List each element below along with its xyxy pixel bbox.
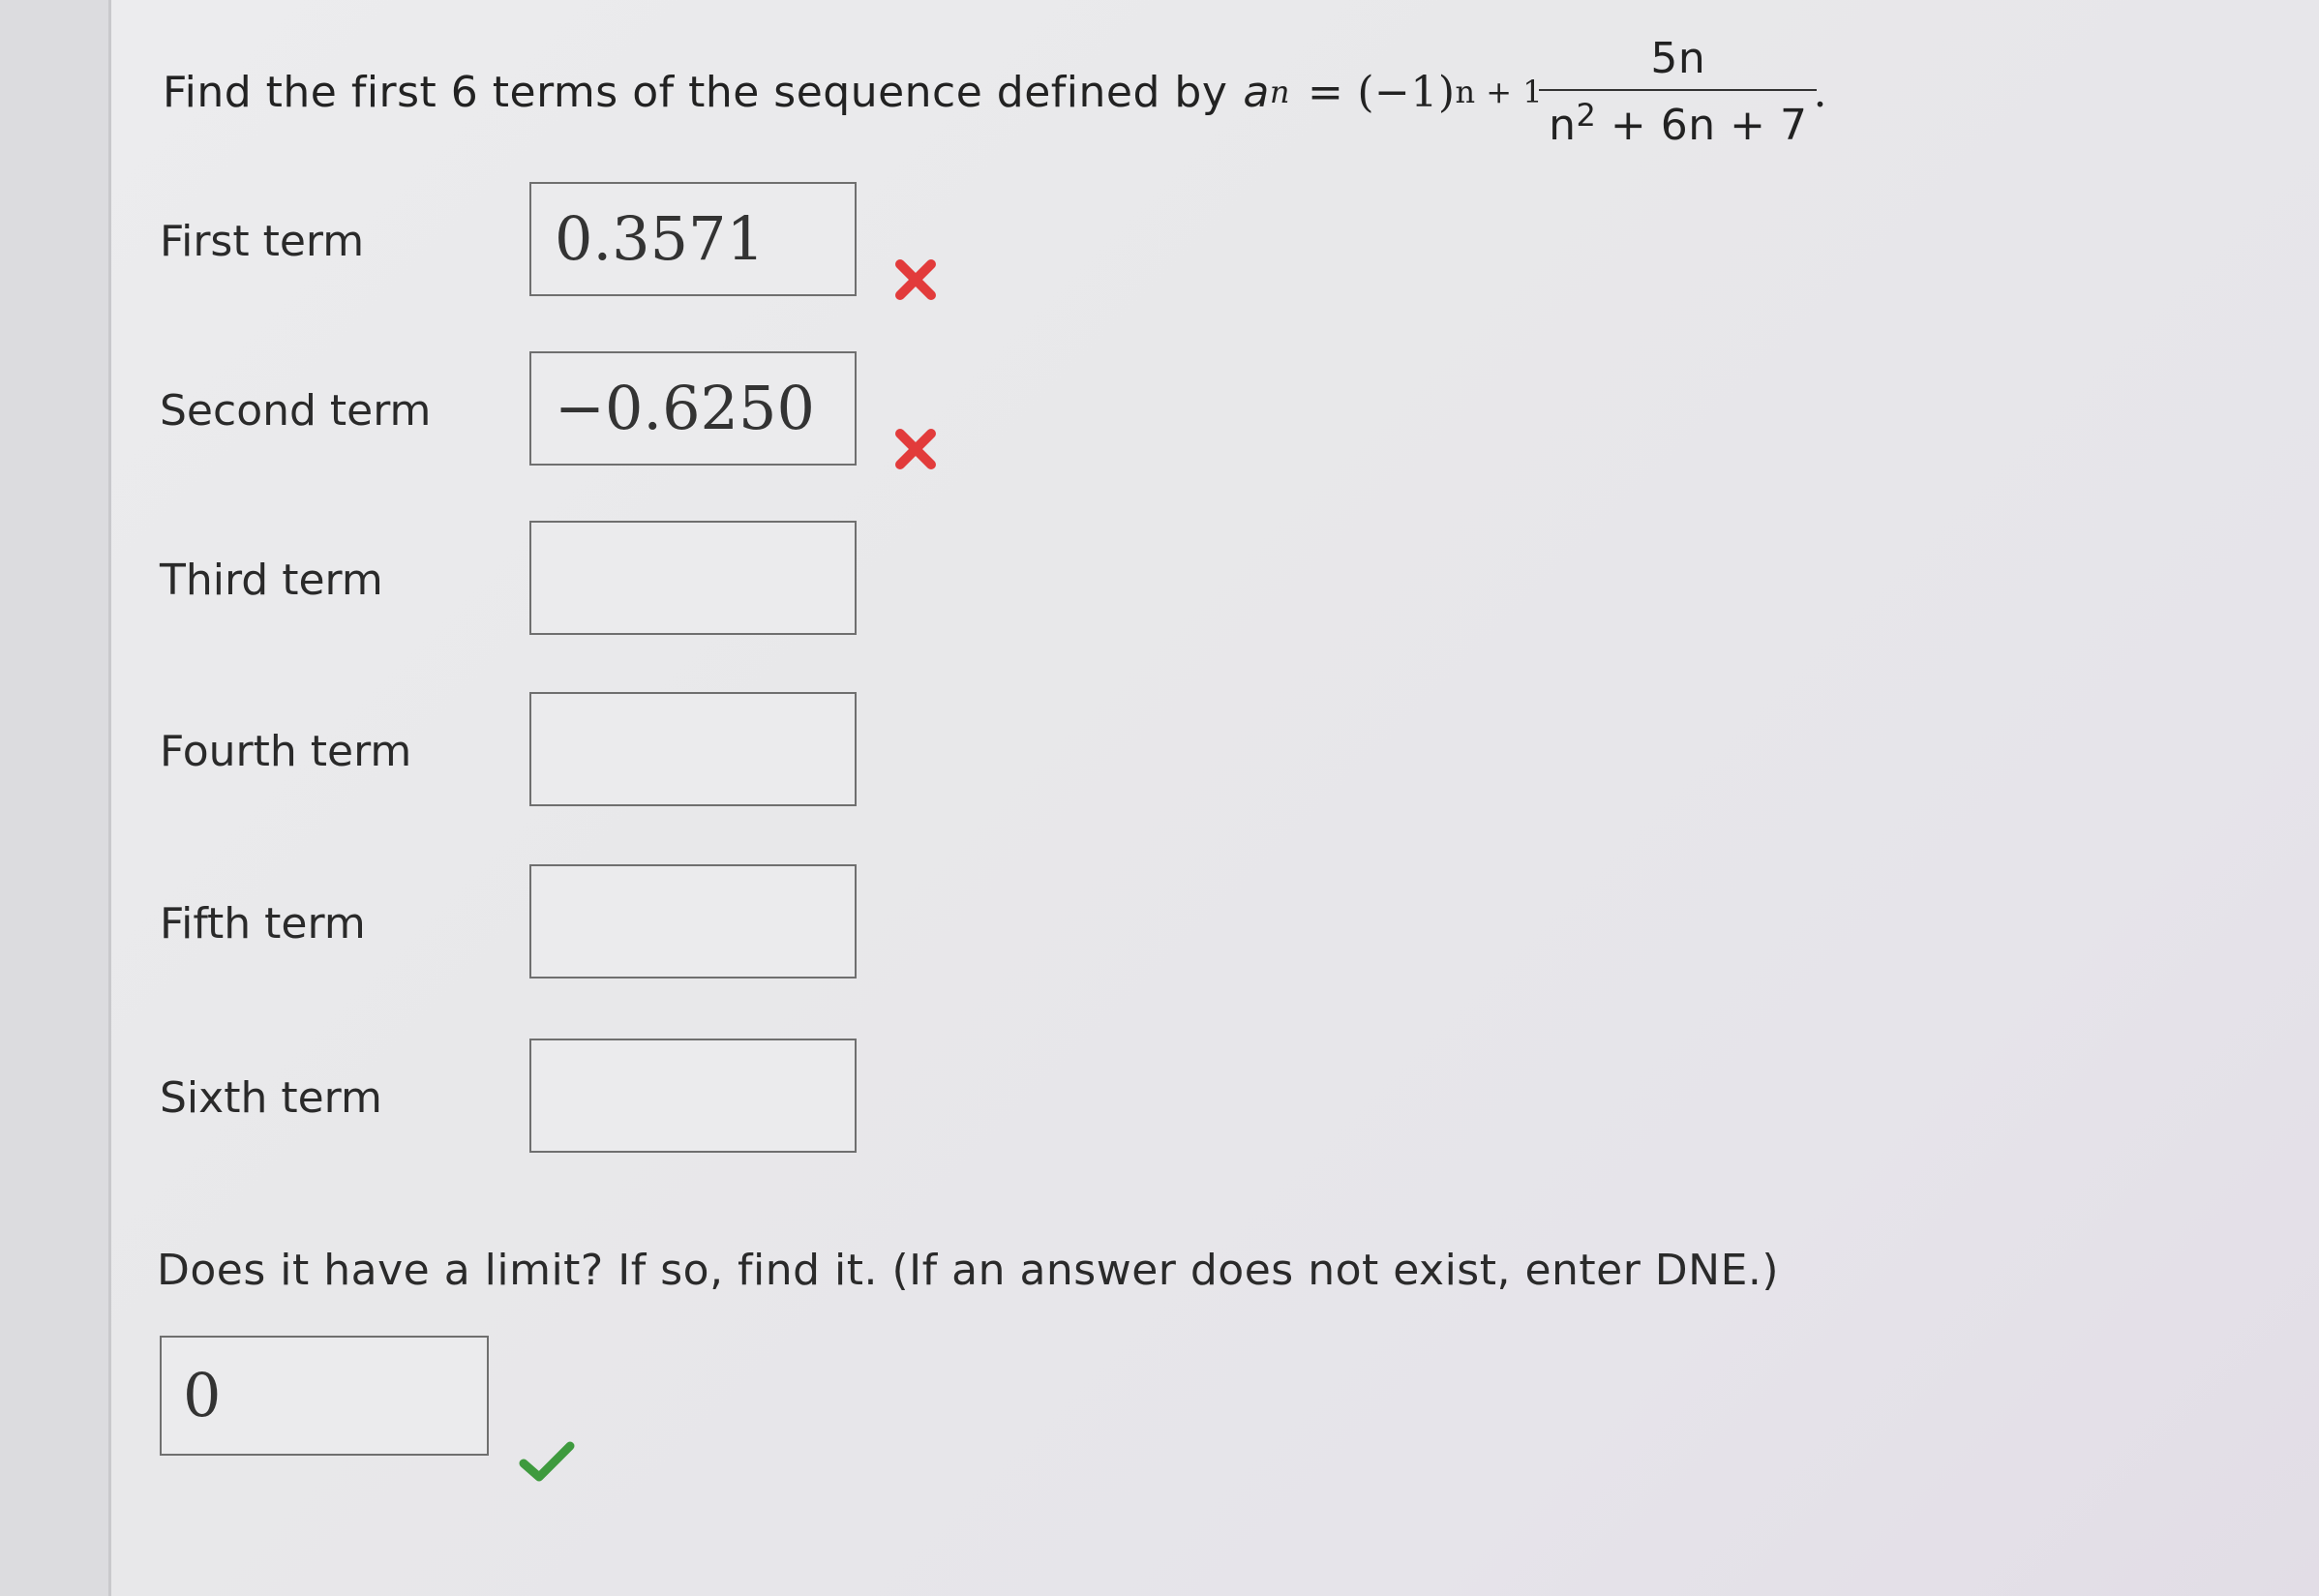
check-mark-icon (518, 1440, 576, 1485)
fourth-term-input[interactable] (529, 692, 857, 806)
term-row-fifth (160, 864, 1031, 982)
term-row-second (160, 351, 1031, 469)
sixth-term-input[interactable] (529, 1039, 857, 1153)
term-label: First term (160, 217, 365, 266)
fifth-term-input[interactable] (529, 864, 857, 979)
term-label: Second term (160, 386, 432, 436)
term-label: Sixth term (160, 1073, 382, 1123)
limit-input[interactable]: 0 (160, 1336, 489, 1456)
formula-denominator-base: n (1549, 101, 1577, 150)
formula-numerator: 5n (1539, 34, 1817, 91)
question-prompt (163, 34, 1827, 150)
x-mark-icon (890, 255, 941, 305)
second-term-input[interactable]: −0.6250 (529, 351, 857, 466)
term-row-first (160, 182, 1031, 300)
formula-fraction (1549, 34, 1807, 150)
term-label: Third term (160, 556, 383, 605)
question-prefix: Find the first 6 terms of the sequence defined by (163, 67, 1228, 117)
left-margin (0, 0, 111, 1596)
formula-factor: (−1) (1357, 67, 1456, 117)
formula-lhs-sub: n (1269, 74, 1290, 110)
sequence-formula (1243, 34, 1827, 150)
term-label: Fifth term (160, 899, 366, 949)
formula-denominator-exp: 2 (1576, 97, 1597, 134)
formula-factor-exp: n + 1 (1455, 74, 1544, 110)
term-row-sixth (160, 1039, 1031, 1157)
third-term-input[interactable] (529, 521, 857, 635)
term-label: Fourth term (160, 727, 412, 776)
term-row-fourth (160, 692, 1031, 810)
formula-equals: = (1307, 67, 1344, 117)
x-mark-icon (890, 424, 941, 474)
first-term-input[interactable]: 0.3571 (529, 182, 857, 296)
formula-lhs-var: a (1243, 67, 1270, 117)
formula-suffix: . (1813, 67, 1827, 117)
formula-denominator-rest: + 6n + 7 (1610, 101, 1808, 150)
term-row-third (160, 521, 1031, 639)
formula-denominator (1549, 91, 1807, 150)
limit-question: Does it have a limit? If so, find it. (If an answer does not exist, enter DNE.) (157, 1246, 1780, 1295)
